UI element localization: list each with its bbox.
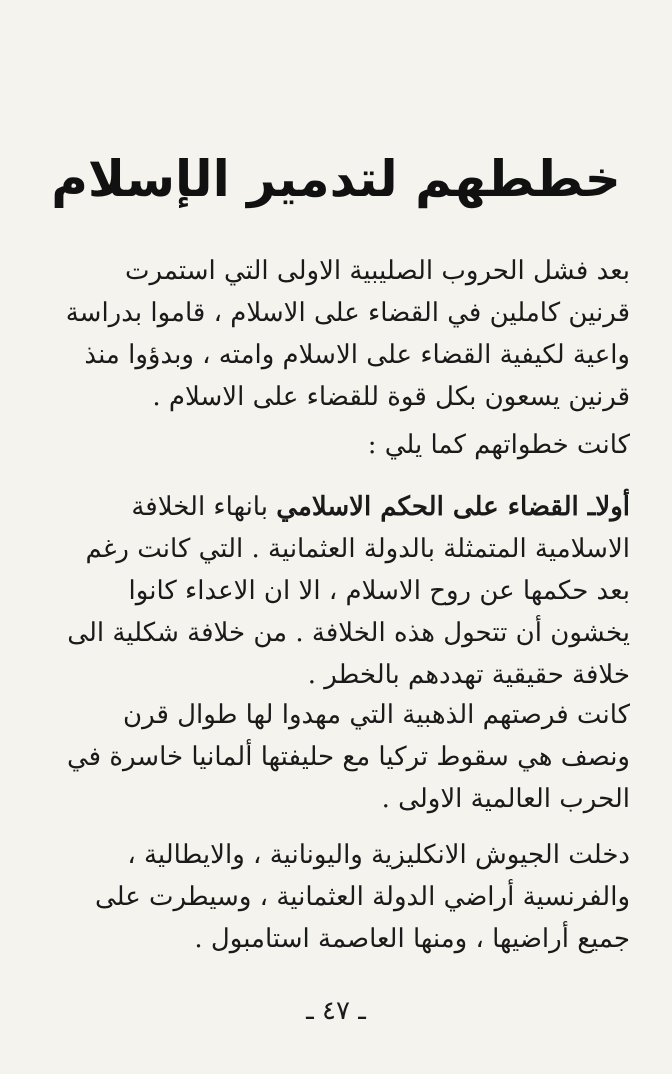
chapter-title: خططهم لتدمير الإسلام (51, 150, 621, 208)
paragraph-5 (34, 834, 630, 960)
paragraph-line: واعية لكيفية القضاء على الاسلام وامته ، وبدؤوا منذ (84, 340, 630, 370)
paragraph-4 (34, 694, 630, 820)
paragraph-line: الاسلامية المتمثلة بالدولة العثمانية . التي كانت رغم (85, 534, 630, 564)
bold-heading: أولاـ القضاء على الحكم الاسلامي (276, 492, 630, 522)
paragraph-line: دخلت الجيوش الانكليزية واليونانية ، والايطالية ، (127, 840, 630, 870)
paragraph-1 (34, 250, 630, 418)
paragraph-line: كانت خطواتهم كما يلي : (367, 430, 630, 460)
paragraph-line-lead (34, 486, 630, 528)
paragraph-2 (346, 424, 630, 466)
page-number: ـ ٤٧ ـ (306, 996, 366, 1026)
heading-continuation: بانهاء الخلافة (131, 492, 277, 522)
paragraph-line: خلافة حقيقية تهددهم بالخطر . (307, 660, 630, 690)
paragraph-line: يخشون أن تتحول هذه الخلافة . من خلافة شكلية الى (67, 618, 630, 648)
paragraph-3 (34, 486, 630, 696)
paragraph-line: قرنين يسعون بكل قوة للقضاء على الاسلام . (152, 382, 630, 412)
paragraph-line: جميع أراضيها ، ومنها العاصمة استامبول . (194, 924, 630, 954)
paragraph-line: بعد فشل الحروب الصليبية الاولى التي استمرت (125, 256, 630, 286)
paragraph-line: ونصف هي سقوط تركيا مع حليفتها ألمانيا خاسرة في (66, 742, 630, 772)
paragraph-line: قرنين كاملين في القضاء على الاسلام ، قاموا بدراسة (65, 298, 630, 328)
paragraph-line: والفرنسية أراضي الدولة العثمانية ، وسيطرت على (95, 882, 630, 912)
paragraph-line: الحرب العالمية الاولى . (381, 784, 630, 814)
paragraph-line: كانت فرصتهم الذهبية التي مهدوا لها طوال قرن (123, 700, 630, 730)
paragraph-line: بعد حكمها عن روح الاسلام ، الا ان الاعداء كانوا (128, 576, 630, 606)
